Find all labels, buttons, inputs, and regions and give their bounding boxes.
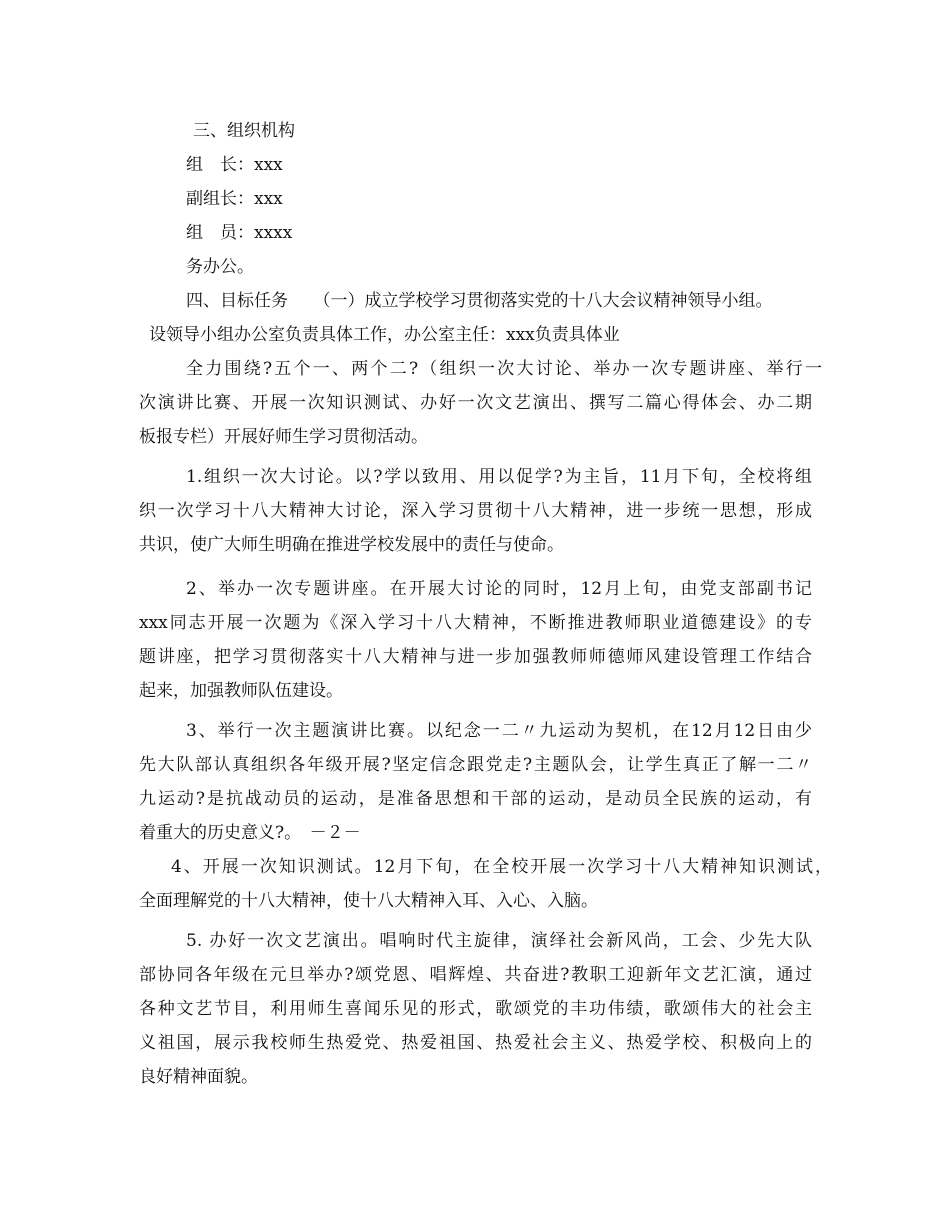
item3-line-2: 先大队部认真组织各年级开展?坚定信念跟党走?主题队会，让学生真正了解一二〃 bbox=[139, 755, 812, 775]
item2-line-3: 题讲座，把学习贯彻落实十八大精神与进一步加强教师师德师风建设管理工作结合 bbox=[139, 647, 812, 667]
item2-line-1: 2、举办一次专题讲座。在开展大讨论的同时，12月上旬，由党支部副书记 bbox=[186, 579, 812, 599]
item1-line-1: 1.组织一次大讨论。以?学以致用、用以促学?为主旨，11月下旬，全校将组 bbox=[186, 467, 812, 487]
intro-line-3: 板报专栏）开展好师生学习贯彻活动。 bbox=[139, 427, 428, 447]
item4-line-1: 4、开展一次知识测试。12月下旬，在全校开展一次学习十八大精神知识测试， bbox=[171, 857, 832, 877]
office-line: 设领导小组办公室负责具体工作，办公室主任：xxx负责具体业 bbox=[149, 325, 620, 345]
item2-line-4: 起来，加强教师队伍建设。 bbox=[139, 681, 343, 701]
item5-line-5: 良好精神面貌。 bbox=[139, 1067, 258, 1087]
section-heading-goals: 四、目标任务 （一）成立学校学习贯彻落实党的十八大会议精神领导小组。 bbox=[186, 291, 773, 311]
org-deputy: 副组长：xxx bbox=[186, 189, 283, 209]
item4-line-2: 全面理解党的十八大精神，使十八大精神入耳、入心、入脑。 bbox=[139, 891, 598, 911]
item1-line-2: 织一次学习十八大精神大讨论，深入学习贯彻十八大精神，进一步统一思想，形成 bbox=[139, 501, 812, 521]
intro-line-2: 次演讲比赛、开展一次知识测试、办好一次文艺演出、撰写二篇心得体会、办二期 bbox=[139, 393, 812, 413]
item5-line-1: 5. 办好一次文艺演出。唱响时代主旋律，演绎社会新风尚，工会、少先大队 bbox=[186, 931, 812, 951]
intro-line-1: 全力围绕?五个一、两个二?（组织一次大讨论、举办一次专题讲座、举行一 bbox=[186, 359, 822, 379]
org-leader: 组 长：xxx bbox=[186, 155, 283, 175]
item5-line-4: 义祖国，展示我校师生热爱党、热爱祖国、热爱社会主义、热爱学校、积极向上的 bbox=[139, 1033, 812, 1053]
org-members: 组 员：xxxx bbox=[186, 223, 293, 243]
item3-line-1: 3、举行一次主题演讲比赛。以纪念一二〃九运动为契机，在12月12日由少 bbox=[186, 721, 812, 741]
item2-line-2: xxx同志开展一次题为《深入学习十八大精神，不断推进教师职业道德建设》的专 bbox=[139, 613, 812, 633]
org-office-tail: 务办公。 bbox=[186, 257, 254, 277]
item1-line-3: 共识，使广大师生明确在推进学校发展中的责任与使命。 bbox=[139, 535, 564, 555]
section-heading: 三、组织机构 bbox=[193, 121, 295, 141]
item3-line-3: 九运动?是抗战动员的运动，是准备思想和干部的运动，是动员全民族的运动，有 bbox=[139, 789, 812, 809]
item5-line-2: 部协同各年级在元旦举办?颂党恩、唱辉煌、共奋进?教职工迎新年文艺汇演，通过 bbox=[139, 965, 812, 985]
item5-line-3: 各种文艺节目，利用师生喜闻乐见的形式，歌颂党的丰功伟绩，歌颂伟大的社会主 bbox=[139, 999, 812, 1019]
item3-line-4: 着重大的历史意义?。 －２－ bbox=[139, 823, 361, 843]
